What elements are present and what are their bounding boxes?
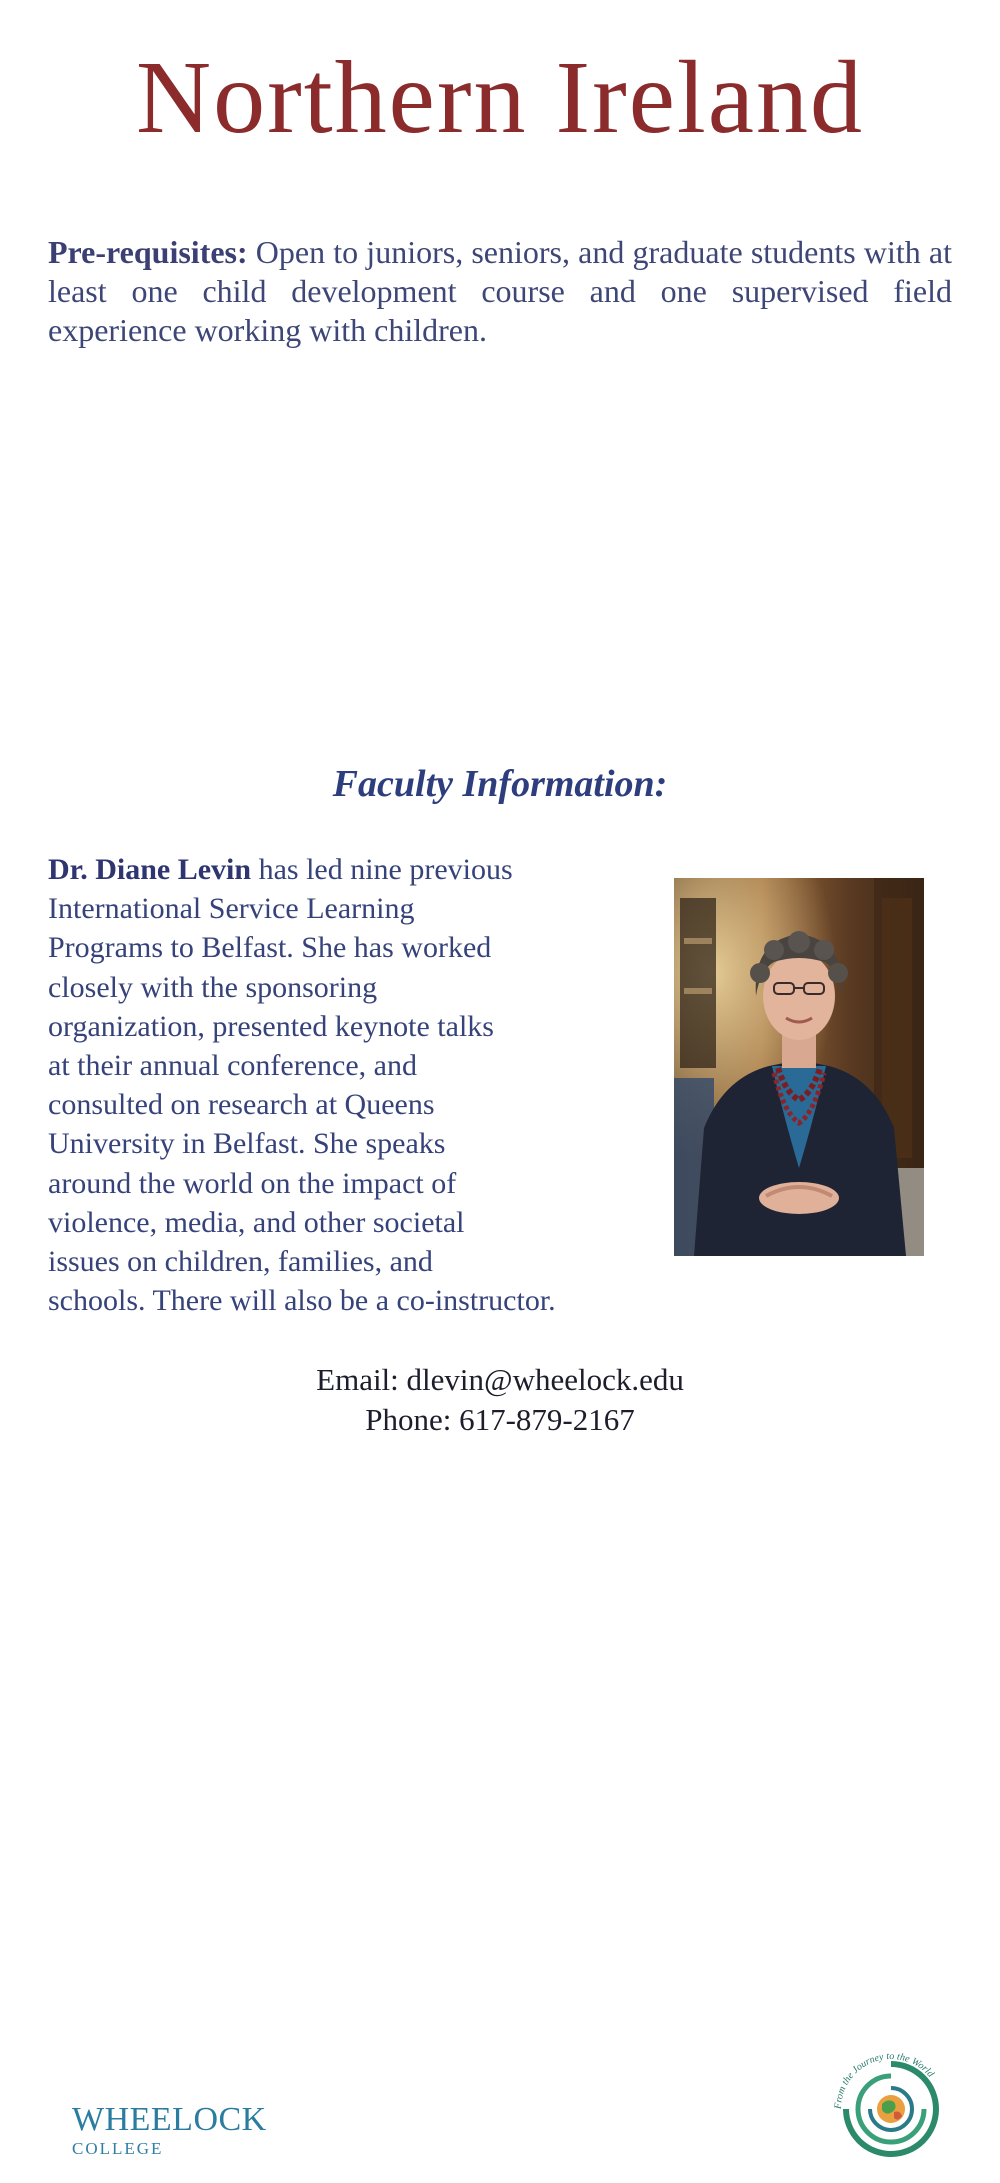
logo-subtitle: COLLEGE — [72, 2139, 164, 2158]
bio-line: International Service Learning — [48, 892, 415, 926]
prerequisites-paragraph — [48, 233, 952, 350]
prerequisites-text: Open to juniors, seniors, and graduate students with at least one child development course and one supervised field experience working with children. — [48, 234, 952, 348]
faculty-heading: Faculty Information: — [332, 763, 668, 805]
email-text: Email: dlevin@wheelock.edu — [316, 1362, 684, 1397]
logo-name: WHEELOCK — [72, 2101, 267, 2138]
bio-line: Dr. Diane Levin has led nine previous — [48, 853, 513, 886]
faculty-photo — [674, 878, 924, 1256]
contact-block — [0, 1360, 1000, 1440]
bio-line: around the world on the impact of — [48, 1166, 457, 1200]
bio-line: closely with the sponsoring — [48, 970, 378, 1004]
faculty-bio — [48, 850, 688, 1320]
bio-line: at their annual conference, and — [48, 1049, 417, 1083]
bio-line: schools. There will also be a co-instructor. — [48, 1284, 556, 1318]
seal-text: From the Journey to the World — [832, 2050, 936, 2110]
phone-text: Phone: 617-879-2167 — [365, 1402, 635, 1437]
bio-line: consulted on research at Queens — [48, 1088, 435, 1122]
bio-line: organization, presented keynote talks — [48, 1009, 494, 1043]
prerequisites-label: Pre-requisites: — [48, 234, 248, 270]
bio-line: violence, media, and other societal — [48, 1205, 465, 1239]
bio-line: issues on children, families, and — [48, 1245, 433, 1279]
wheelock-college-logo — [72, 2102, 267, 2160]
global-seal-logo — [824, 2042, 958, 2176]
page-title: Northern Ireland — [136, 40, 864, 155]
bio-line: University in Belfast. She speaks — [48, 1127, 446, 1161]
bio-line: Programs to Belfast. She has worked — [48, 931, 492, 965]
faculty-name: Dr. Diane Levin — [48, 853, 252, 886]
